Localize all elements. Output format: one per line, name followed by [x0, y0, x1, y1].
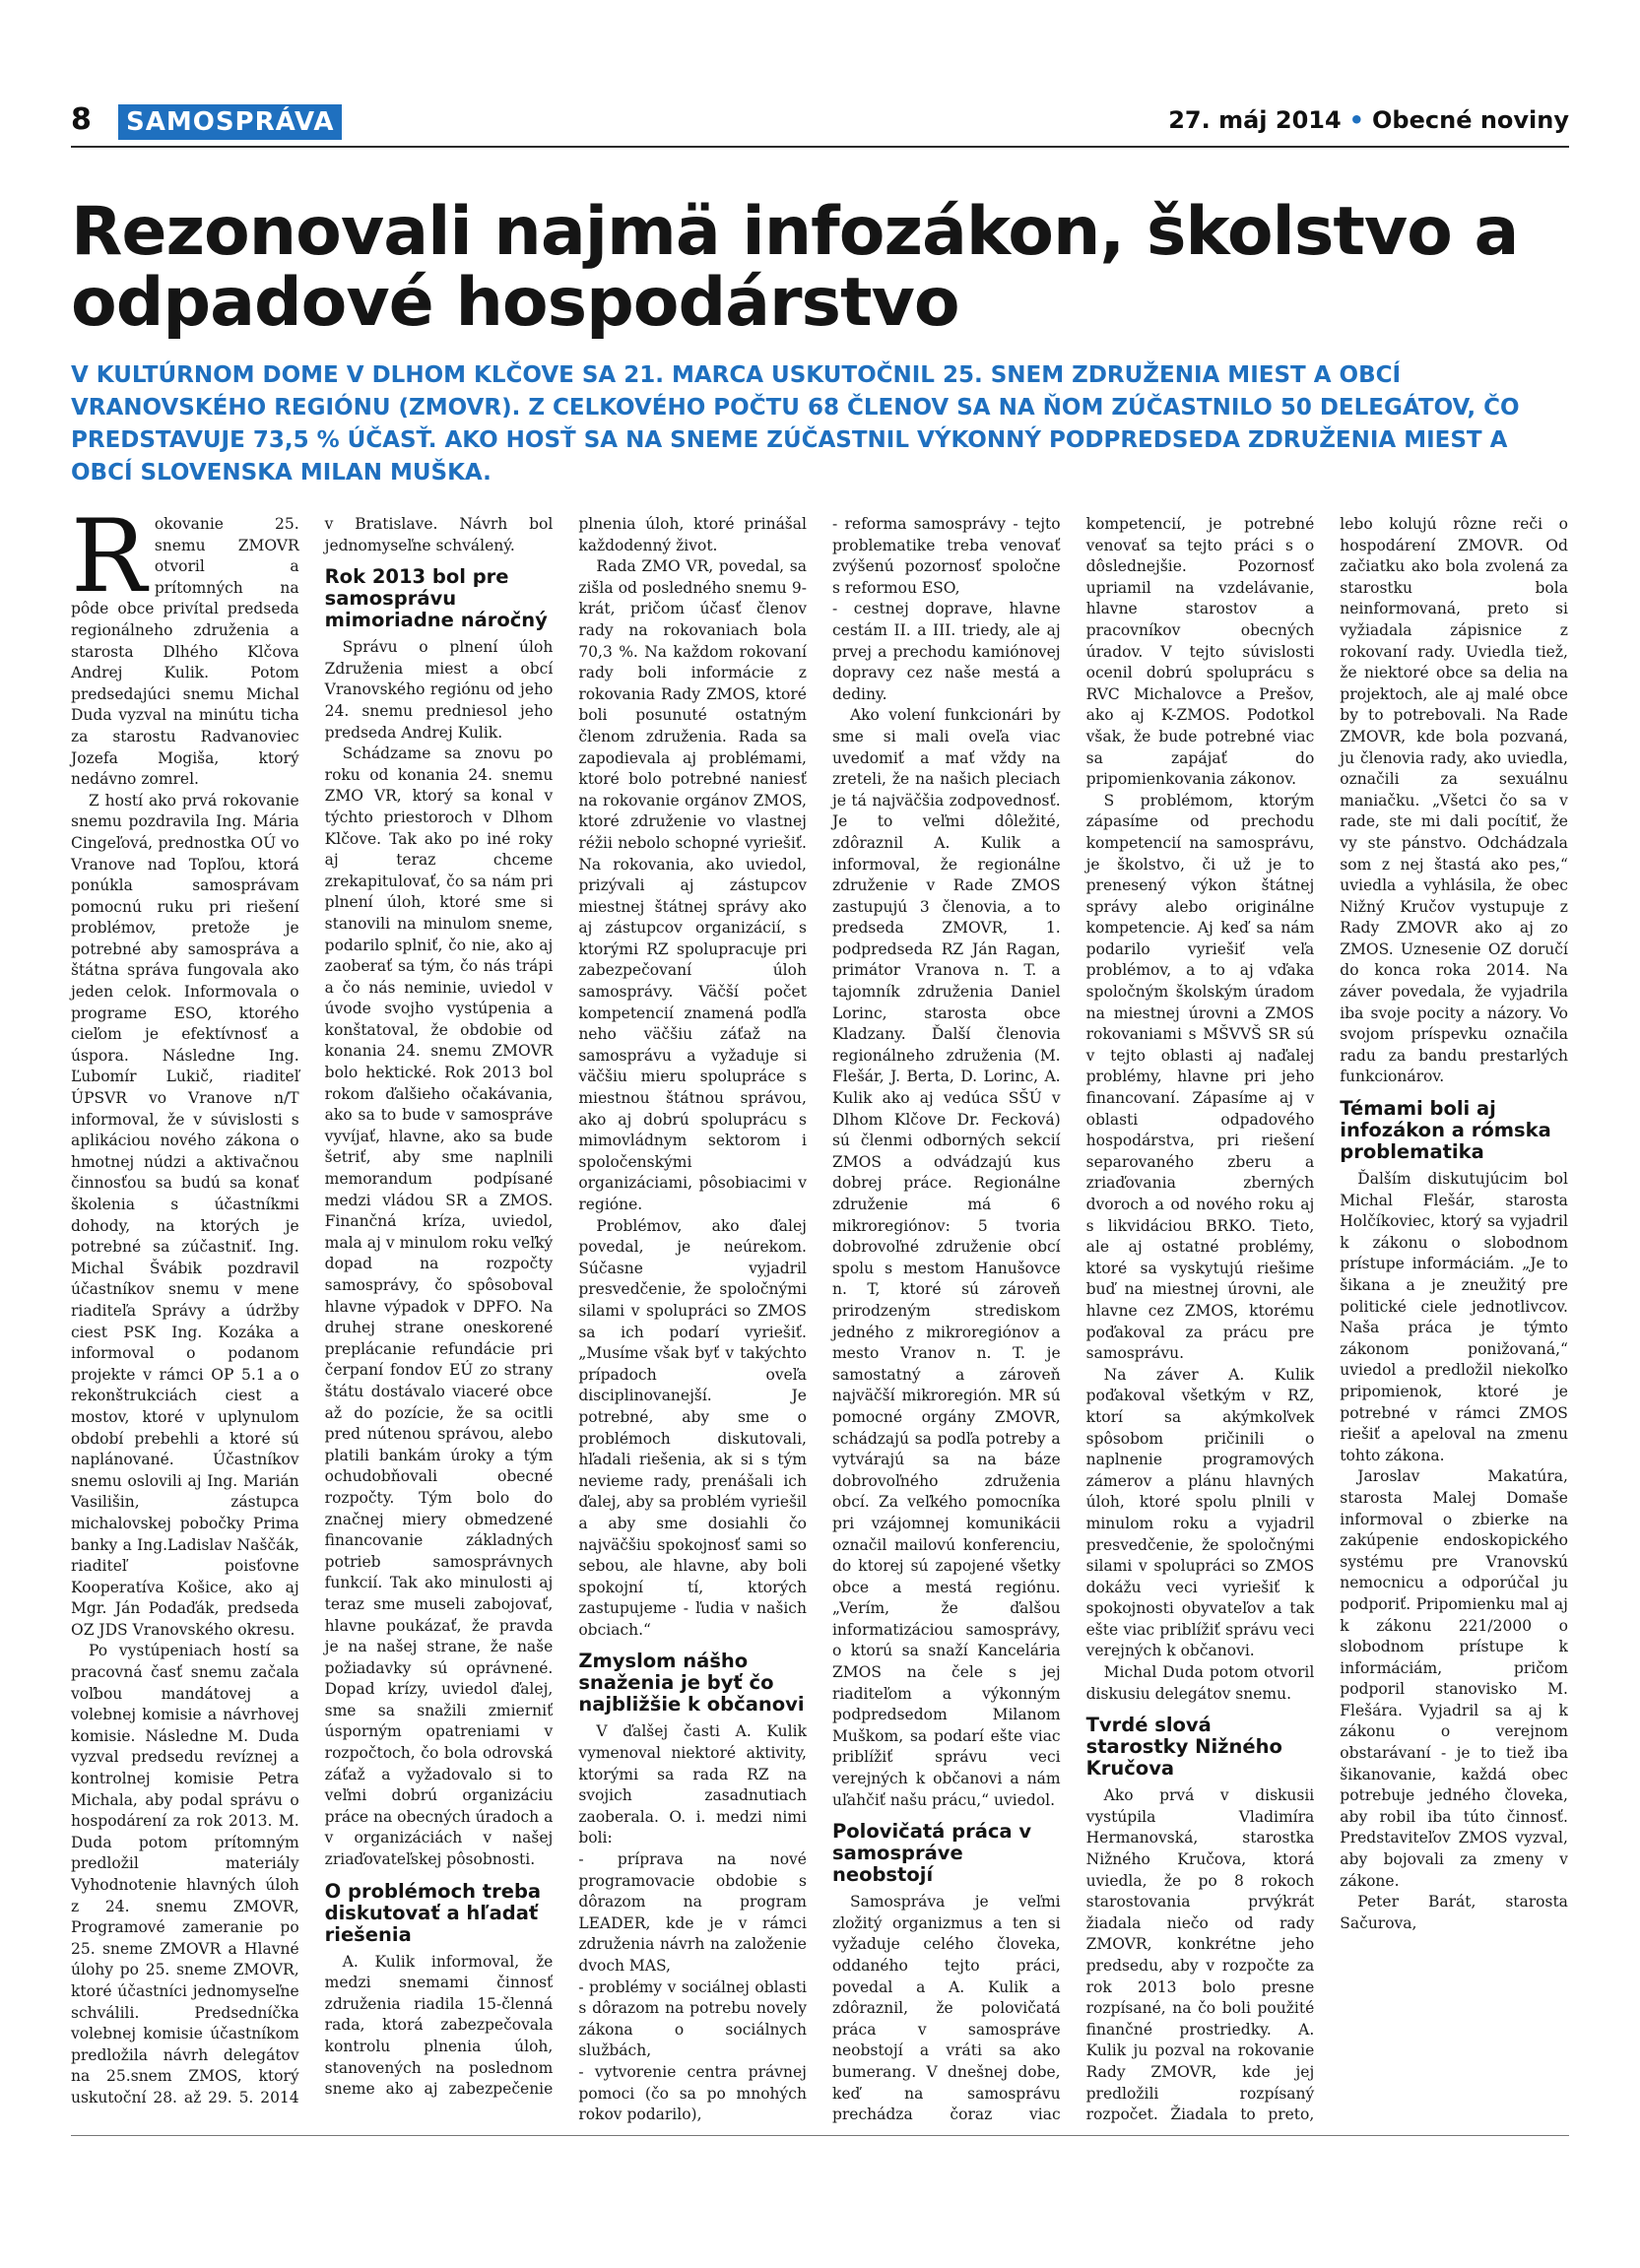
paragraph: A. Kulik informoval, že medzi snemami činnosť združenia riadila 15-členná rada, ktorá zabezpečovala kontrolu plnenia úloh, stanovených na poslednom sneme ako aj zabezpečenie plnenia úloh, ktoré prinášal každodenný život. — [324, 515, 807, 2099]
header-rule — [71, 146, 1569, 148]
paragraph: Správu o plnení úloh Združenia miest a obcí Vranovského regiónu od jeho 24. snemu predniesol jeho predseda Andrej Kulik. — [324, 638, 554, 742]
paragraph: Samospráva je veľmi zložitý organizmus a ten si vyžaduje celého človeka, oddaného tejto práci, povedal a A. Kulik a zdôraznil, že polovičatá práca v samospráve neobstojí a vráti sa ako bumerang. V dnešnej dobe, keď na samosprávu prechádza čoraz viac kompetencií, je potrebné venovať sa tejto práci s o dôslednejšie. Pozornosť upriamil na vzdelávanie, hlavne starostov a pracovníkov obecných úradov. V tejto súvislosti ocenil dobrú spoluprácu s RVC Michalovce a Prešov, ako aj K-ZMOS. Podotkol však, že bude potrebné viac sa zapájať do pripomienkovania zákonov. — [831, 515, 1315, 2124]
subheading: O problémoch treba diskutovať a hľadať riešenia — [324, 1879, 542, 1946]
paragraph: Ďalším diskutujúcim bol Michal Flešár, starosta Holčíkoviec, ktorý sa vyjadril k zákonu o slobodnom prístupe informáciám. „Je to šikana a je zneužitý pre politické ciele jednotlivcov. Naša práca je týmto zákonom ponižovaná,“ uviedol a predložil niekoľko pripomienok, ktoré je potrebné v rámci ZMOS riešiť a apeloval na zmenu tohto zákona. — [1340, 1170, 1568, 1464]
list-item: - reforma samosprávy - tejto problematike treba venovať zvýšenú pozornosť spoločne s reformou ESO, — [831, 515, 1061, 597]
paragraph: Ako volení funkcionári by sme si mali oveľa viac uvedomiť a mať vždy na zreteli, že na našich pleciach je tá najväčšia zodpovednosť. Je to veľmi dôležité, zdôraznil A. Kulik a informoval, že regionálne združenie v Rade ZMOS zastupujú 3 členovia, a to predseda ZMOVR, 1. podpredseda RZ Ján Ragan, primátor Vranova n. T. a tajomník združenia Daniel Lorinc, starosta obce Kladzany. Ďalší členovia regionálneho združenia (M. Flešár, J. Berta, D. Lorinc, A. Kulik ako aj vedúca SŠÚ v Dlhom Klčove Dr. Fecková) sú členmi odborných sekcií ZMOS a odvádzajú kus dobrej práce. Regionálne združenie má 6 mikroregiónov: 5 tvoria dobrovoľné združenie obcí spolu s mestom Hanušovce n. T, ktoré sú zároveň prirodzeným strediskom jedného z mikroregiónov a mesto Vranov n. T. je samostatný a zároveň najväčší mikroregión. MR sú pomocné orgány ZMOVR, schádzajú sa podľa potreby a vytvárajú sa na báze dobrovoľného združenia obcí. Za veľkého pomocníka pri vzájomnej komunikácii označil mailovú konferenciu, do ktorej sú zapojené všetky obce a mestá regiónu. „Verím, že ďalšou informatizáciou samosprávy, o ktorú sa snaží Kancelária ZMOS na čele s jej riaditeľom a výkonným podpredsedom Milanom Muškom, sa podarí ešte viac priblížiť správu veci verejných k občanovi a nám uľahčiť našu prácu,“ uviedol. — [831, 706, 1061, 1809]
article-lead: V KULTÚRNOM DOME V DLHOM KLČOVE SA 21. MARCA USKUTOČNIL 25. SNEM ZDRUŽENIA MIEST A OBCÍ VRANOVSKÉHO REGIÓNU (ZMOVR). Z CELKOVÉHO POČTU 68 ČLENOV SA NA ŇOM ZÚČASTNILO 50 DELEGÁTOV, ČO PREDSTAVUJE 73,5 % ÚČASŤ. AKO HOSŤ SA NA SNEME ZÚČASTNIL VÝKONNÝ PODPREDSEDA ZDRUŽENIA MIEST A OBCÍ SLOVENSKA MILAN MUŠKA. — [71, 362, 1520, 486]
paragraph-text: okovanie 25. snemu ZMOVR otvoril a prítomných na pôde obce privítal predseda regionálneho združenia a starosta Dlhého Klčova Andrej Kulik. Potom predsedajúci snemu Michal Duda vyzval na minútu ticha za starostu Radvanoviec Jozefa Mogiša, ktorý nedávno zomrel. — [71, 515, 299, 789]
paragraph: Michal Duda potom otvoril diskusiu delegátov snemu. — [1085, 1663, 1315, 1703]
paragraph: Jaroslav Makatúra, starosta Malej Domaše informoval o zbierke na zakúpenie endoskopického systému pre Vranovskú nemocnicu a odporúčal ju podporiť. Pripomienku mal aj k zákonu 221/2000 o slobodnom prístupe k informáciám, pričom podporil stanovisko M. Flešára. Vyjadril sa aj k zákonu o verejnom obstarávaní - je to tiež iba šikanovanie, každá obec potrebuje jedného človeka, aby robil iba túto činnosť. Predstaviteľov ZMOS vyzval, aby bojovali za zmeny v zákone. — [1340, 1467, 1568, 1890]
article-headline: Rezonovali najmä infozákon, školstvo a odpadové hospodárstvo — [71, 193, 1519, 342]
list-item: - cestnej doprave, hlavne cestám II. a III. triedy, ale aj prvej a prechodu kamiónovej dopravy cez naše mestá a dediny. — [831, 600, 1061, 703]
subheading: Polovičatá práca v samospráve neobstojí — [831, 1820, 1032, 1887]
paragraph: S problémom, ktorým zápasíme od prechodu kompetencií na samosprávu, je školstvo, či už je to prenesený výkon štátnej správy alebo originálne kompetencie. Aj keď sa nám podarilo vyriešiť veľa problémov, a to aj vďaka spoločným školským úradom na miestnej úrovni a ZMOS rokovaniami s MŠVVŠ SR sú v tejto oblasti aj naďalej problémy, hlavne pri jeho financovaní. Zápasíme aj v oblasti odpadového hospodárstva, pri riešení separovaného zberu a zriaďovania zberných dvoroch a od nového roku aj s likvidáciou BRKO. Tieto, ale aj ostatné problémy, ktoré sa vyskytujú riešime buď na miestnej úrovni, ale hlavne cez ZMOS, ktorému poďakoval za prácu pre samosprávu. — [1085, 791, 1315, 1363]
dateline-separator: • — [1348, 106, 1365, 134]
issue-date: 27. máj 2014 — [1168, 106, 1342, 134]
list-item: - príprava na nové programovacie obdobie s dôrazom na program LEADER, kde je v rámci združenia návrh na založenie dvoch MAS, — [578, 1850, 807, 1975]
subheading: Rok 2013 bol pre samosprávu mimoriadne náročný — [324, 565, 548, 632]
section-label: SAMOSPRÁVA — [118, 104, 342, 140]
paragraph: Z hostí ako prvá rokovanie snemu pozdravila Ing. Mária Cingeľová, prednostka OÚ vo Vranove nad Topľou, ktorá ponúkla samosprávam pomocnú ruku pri riešení problémov, pretože je potrebné aby samospráva a štátna správa fungovala ako jeden celok. Informovala o programe ESO, ktorého cieľom je efektívnosť a úspora. Následne Ing. Ľubomír Lukič, riaditeľ ÚPSVR vo Vranove n/T informoval, že v súvislosti s aplikáciou nového zákona o hmotnej núdzi a aktivačnou činnosťou sa budú sa konať školenia s účastníkmi dohody, na ktorých je potrebné sa zúčastniť. Ing. Michal Švábik pozdravil účastníkov snemu v mene riaditeľa Správy a údržby ciest PSK Ing. Kozáka a informoval o podanom projekte v rámci OP 5.1 a o rekonštrukciách ciest a mostov, ktoré v uplynulom období prebehli a ktoré sú naplánované. Účastníkov snemu oslovili aj Ing. Marián Vasilišin, zástupca michalovskej pobočky Prima banky a Ing.Ladislav Naščák, riaditeľ poisťovne Kooperatíva Košice, ako aj Mgr. Ján Podaďák, predseda OZ JDS Vranovského okresu. — [71, 791, 299, 1639]
article-body — [71, 498, 1568, 2129]
paragraph — [71, 498, 299, 791]
paragraph: Rada ZMO VR, povedal, sa zišla od posledného snemu 9-krát, pričom účasť členov rady na rokovaniach bola 70,3 %. Na každom rokovaní rady boli informácie z rokovania Rady ZMOS, ktoré boli posunuté ostatným členom združenia. Rada sa zapodievala aj problémami, ktoré bolo potrebné naniesť na rokovanie orgánov ZMOS, ktoré združenie vo vlastnej réžii nebolo schopné vyriešiť. Na rokovania, ako uviedol, prizývali aj zástupcov miestnej štátnej správy ako aj zástupcov organizácií, s ktorými RZ spolupracuje pri zabezpečovaní úloh samosprávy. Väčší počet kompetencií znamená podľa neho väčšiu záťaž na samosprávu a vyžaduje si väčšiu mieru spolupráce s miestnou štátnou správou, ako aj dobrú spoluprácu s mimovládnym sektorom i spoločenskými organizáciami, pôsobiacimi v regióne. — [578, 557, 807, 1213]
list-item: - problémy v sociálnej oblasti s dôrazom na potrebu novely zákona o sociálnych službách, — [578, 1977, 807, 2060]
paragraph: Po vystúpeniach hostí sa pracovná časť snemu začala voľbou mandátovej a volebnej komisie a návrhovej komisie. Následne M. Duda vyzval predsedu revíznej a kontrolnej komisie Petra Michala, aby podal správu o hospodárení za rok 2013. M. Duda potom prítomným predložil materiály Vyhodnotenie hlavných úloh z 24. snemu ZMOVR, Programové zameranie po 25. sneme ZMOVR a Hlavné úlohy po 25. sneme ZMOVR, ktoré účastníci jednomyseľne schválili. Predsedníčka volebnej komisie účastníkom predložila návrh delegátov na 25.snem ZMOS, ktorý uskutoční 28. až 29. 5. 2014 v Bratislave. Návrh bol jednomyseľne schválený. — [71, 515, 554, 2106]
subheading: Témami boli aj infozákon a rómska problematika — [1340, 1097, 1551, 1164]
dateline — [1168, 106, 1569, 134]
paragraph: V ďalšej časti A. Kulik vymenoval niektoré aktivity, ktorými sa rada RZ na svojich zasadnutiach zaoberala. O. i. medzi nimi boli: — [578, 1722, 807, 1847]
page-number: 8 — [71, 102, 92, 137]
paragraph: Schádzame sa znovu po roku od konania 24. snemu ZMO VR, ktorý sa konal v týchto priestoroch v Dlhom Klčove. Tak ako po iné roky aj teraz chceme zrekapitulovať, čo sa nám pri plnení úloh, ktoré sme si stanovili na minulom sneme, podarilo splniť, čo nie, ako aj zaoberať sa tým, čo nás trápi a čo nás neminie, uviedol v úvode svojho vystúpenia a konštatoval, že obdobie od konania 24. snemu ZMOVR bolo hektické. Rok 2013 bol rokom ďalšieho očakávania, ako sa to bude v samospráve vyvíjať, hlavne, ako sa bude šetriť, aby sme naplnili memorandum podpísané medzi vládou SR a ZMOS. Finančná kríza, uviedol, mala aj v minulom roku veľký dopad na rozpočty samosprávy, čo spôsoboval hlavne výpadok v DPFO. Na druhej strane oneskorené preplácanie refundácie pri čerpaní fondov EÚ zo strany štátu dostávalo viaceré obce až do pozície, že sa ocitli pred nútenou správou, alebo platili bankám úroky a tým ochudobňovali obecné rozpočty. Tým bolo do značnej miery obmedzené financovanie základných potrieb samosprávnych funkcií. Tak ako minulosti aj teraz sme museli zabojovať, hlavne poukázať, že pravda je na našej strane, že naše požiadavky sú oprávnené. Dopad krízy, uviedol ďalej, sme sa snažili zmierniť úsporným opatreniami v rozpočtoch, čo bola odrovská záťaž a vyžadovalo si to veľmi dobrú organizáciu práce na obecných úradoch a v organizáciách v našej zriaďovateľskej pôsobnosti. — [324, 745, 554, 1869]
footer-rule — [71, 2135, 1569, 2136]
paragraph: Peter Barát, starosta Sačurova, — [1340, 1893, 1568, 1932]
list-item: - vytvorenie centra právnej pomoci (čo sa po mnohých rokov podarilo), — [578, 2062, 807, 2124]
drop-cap: R — [71, 498, 147, 616]
subheading: Zmyslom nášho snaženia je byť čo najbližšie k občanovi — [578, 1650, 805, 1717]
subheading: Tvrdé slová starostky Nižného Kručova — [1085, 1714, 1282, 1781]
paragraph: Ako prvá v diskusii vystúpila Vladimíra Hermanovská, starostka Nižného Kručova, ktorá uviedla, že po 8 rokoch starostovania prvýkrát žiadala niečo od rady ZMOVR, konkrétne jeho predsedu, aby v rozpočte za rok 2013 bolo presne rozpísané, na čo boli použité finančné prostriedky. A. Kulik ju pozval na rokovanie Rady ZMOVR, kde jej predložili rozpísaný rozpočet. Žiadala to preto, lebo kolujú rôzne reči o hospodárení ZMOVR. Od začiatku ako bola zvolená za starostku bola neinformovaná, preto si vyžiadala zápisnice z rokovaní rady. Uviedla tiež, že niektoré obce sa delia na projektoch, ale aj malé obce by to potrebovali. Na Rade ZMOVR, kde bola pozvaná, ju členovia rady, ako uviedla, označili za sexuálnu maniačku. „Všetci čo sa v rade, ste mi dali pocítiť, že vy ste pánstvo. Odchádzala som z nej štastá ako pes,“ uviedla a vyhlásila, že obec Nižný Kručov vystupuje z Rady ZMOVR ako aj zo ZMOS. Uznesenie OZ doručí do konca roka 2014. Na záver povedala, že vyjadrila iba svoje pocity a názory. Vo svojom príspevku označila radu za bandu prestarlých funkcionárov. — [1085, 515, 1568, 2124]
page-header — [71, 102, 1569, 142]
paragraph: Problémov, ako ďalej povedal, je neúrekom. Súčasne vyjadril presvedčenie, že spoločnými silami v spolupráci so ZMOS sa ich podarí vyriešiť. „Musíme však byť v takýchto prípadoch oveľa disciplinovanejší. Je potrebné, aby sme o problémoch diskutovali, hľadali riešenia, ak si s tým nevieme rady, prenášali ich ďalej, aby sa problém vyriešil a aby sme dosiahli čo najväčšiu spokojnosť sami so sebou, ale hlavne, aby boli spokojní tí, ktorých zastupujeme - ľudia v našich obciach.“ — [578, 1216, 807, 1639]
paragraph: Na záver A. Kulik poďakoval všetkým v RZ, ktorí sa akýmkoľvek spôsobom pričinili o naplnenie programových zámerov a plánu hlavných úloh, ktoré spolu plnili v minulom roku a vyjadril presvedčenie, že spoločnými silami v spolupráci so ZMOS dokážu veci vyriešiť k spokojnosti obyvateľov a tak ešte viac priblížiť správu veci verejných k občanovi. — [1085, 1365, 1315, 1660]
publication-name: Obecné noviny — [1372, 106, 1569, 134]
